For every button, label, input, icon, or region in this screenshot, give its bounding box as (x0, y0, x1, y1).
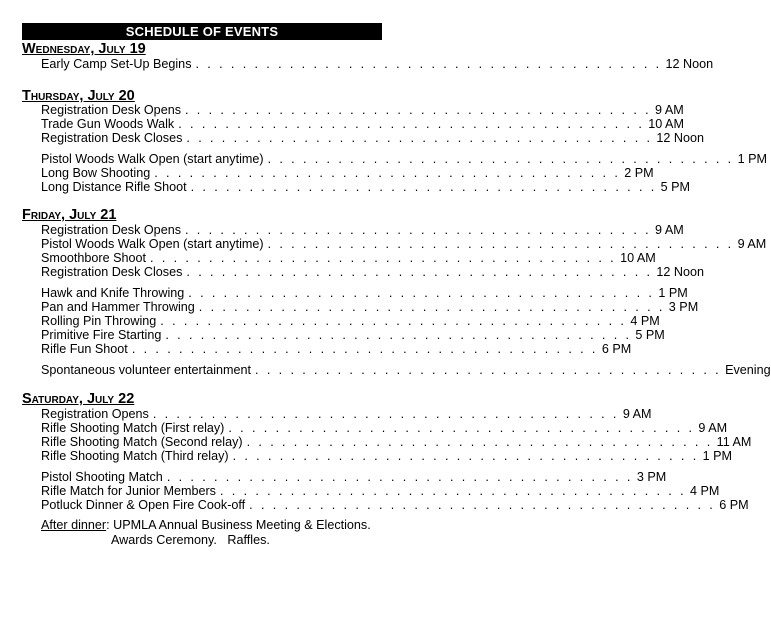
event-time: 12 Noon (665, 57, 714, 71)
leader-dots: . . . . . . . . . . . . . . . . . . . . . . . . . . . . . . . . . . . . . . . . (165, 328, 632, 342)
event-name: Registration Desk Opens (41, 103, 181, 117)
event-row (41, 237, 767, 251)
after-dinner-text: : UPMLA Annual Business Meeting & Elections. (106, 518, 371, 532)
event-time: 5 PM (660, 180, 691, 194)
event-row (41, 152, 767, 166)
event-time: 1 PM (737, 152, 767, 166)
event-time: 9 AM (737, 237, 767, 251)
event-time: 12 Noon (656, 131, 705, 145)
event-name: Pan and Hammer Throwing (41, 300, 195, 314)
leader-dots: . . . . . . . . . . . . . . . . . . . . . . . . . . . . . . . . . . . . . . . . (195, 57, 662, 71)
event-row (41, 435, 752, 449)
event-row (41, 314, 660, 328)
event-row (41, 407, 652, 421)
event-row (41, 300, 699, 314)
event-time: 9 AM (655, 223, 684, 237)
leader-dots: . . . . . . . . . . . . . . . . . . . . . . . . . . . . . . . . . . . . . . . . (150, 251, 617, 265)
leader-dots: . . . . . . . . . . . . . . . . . . . . . . . . . . . . . . . . . . . . . . . . (267, 152, 734, 166)
day-heading-friday: Friday, July 21 (22, 207, 117, 223)
event-row (41, 265, 705, 279)
day-heading-saturday: Saturday, July 22 (22, 391, 135, 407)
event-row (41, 117, 684, 131)
event-name: Potluck Dinner & Open Fire Cook-off (41, 498, 246, 512)
event-name: Rifle Match for Junior Members (41, 484, 216, 498)
day-heading-thursday: Thursday, July 20 (22, 88, 135, 104)
event-row (41, 449, 733, 463)
leader-dots: . . . . . . . . . . . . . . . . . . . . . . . . . . . . . . . . . . . . . . . . (186, 265, 653, 279)
event-row (41, 484, 720, 498)
event-time: 1 PM (702, 449, 733, 463)
event-time: Evening (725, 363, 771, 377)
schedule-title: SCHEDULE OF EVENTS (22, 23, 382, 40)
event-name: Rifle Shooting Match (First relay) (41, 421, 225, 435)
event-name: Rolling Pin Throwing (41, 314, 157, 328)
leader-dots: . . . . . . . . . . . . . . . . . . . . . . . . . . . . . . . . . . . . . . . . (267, 237, 734, 251)
leader-dots: . . . . . . . . . . . . . . . . . . . . . . . . . . . . . . . . . . . . . . . . (131, 342, 598, 356)
leader-dots: . . . . . . . . . . . . . . . . . . . . . . . . . . . . . . . . . . . . . . . . (178, 117, 645, 131)
after-dinner-label: After dinner (41, 518, 107, 532)
event-name: Rifle Shooting Match (Third relay) (41, 449, 229, 463)
leader-dots: . . . . . . . . . . . . . . . . . . . . . . . . . . . . . . . . . . . . . . . . (232, 449, 699, 463)
leader-dots: . . . . . . . . . . . . . . . . . . . . . . . . . . . . . . . . . . . . . . . . (186, 131, 653, 145)
leader-dots: . . . . . . . . . . . . . . . . . . . . . . . . . . . . . . . . . . . . . . . . (190, 180, 657, 194)
event-time: 1 PM (658, 286, 688, 300)
event-time: 4 PM (630, 314, 660, 328)
event-time: 12 Noon (656, 265, 705, 279)
event-name: Pistol Woods Walk Open (start anytime) (41, 152, 264, 166)
leader-dots: . . . . . . . . . . . . . . . . . . . . . . . . . . . . . . . . . . . . . . . . (188, 286, 655, 300)
event-name: Spontaneous volunteer entertainment (41, 363, 252, 377)
event-name: Registration Desk Closes (41, 131, 183, 145)
event-row (41, 328, 665, 342)
event-row (41, 363, 771, 377)
leader-dots: . . . . . . . . . . . . . . . . . . . . . . . . . . . . . . . . . . . . . . . . (185, 223, 652, 237)
leader-dots: . . . . . . . . . . . . . . . . . . . . . . . . . . . . . . . . . . . . . . . . (228, 421, 695, 435)
event-row (41, 57, 714, 71)
event-name: Rifle Fun Shoot (41, 342, 128, 356)
event-row (41, 342, 632, 356)
event-name: Registration Opens (41, 407, 149, 421)
leader-dots: . . . . . . . . . . . . . . . . . . . . . . . . . . . . . . . . . . . . . . . . (152, 407, 619, 421)
event-time: 4 PM (690, 484, 720, 498)
leader-dots: . . . . . . . . . . . . . . . . . . . . . . . . . . . . . . . . . . . . . . . . (160, 314, 627, 328)
event-name: Smoothbore Shoot (41, 251, 147, 265)
event-name: Registration Desk Opens (41, 223, 181, 237)
event-row (41, 103, 684, 117)
event-name: Trade Gun Woods Walk (41, 117, 175, 131)
event-name: Registration Desk Closes (41, 265, 183, 279)
event-name: Hawk and Knife Throwing (41, 286, 185, 300)
event-name: Pistol Shooting Match (41, 470, 163, 484)
event-name: Long Distance Rifle Shoot (41, 180, 187, 194)
leader-dots: . . . . . . . . . . . . . . . . . . . . . . . . . . . . . . . . . . . . . . . . (255, 363, 722, 377)
leader-dots: . . . . . . . . . . . . . . . . . . . . . . . . . . . . . . . . . . . . . . . . (198, 300, 665, 314)
after-dinner-line2: Awards Ceremony. Raffles. (111, 533, 270, 547)
event-name: Early Camp Set-Up Begins (41, 57, 192, 71)
event-time: 9 AM (655, 103, 684, 117)
event-time: 10 AM (620, 251, 656, 265)
leader-dots: . . . . . . . . . . . . . . . . . . . . . . . . . . . . . . . . . . . . . . . . (154, 166, 621, 180)
leader-dots: . . . . . . . . . . . . . . . . . . . . . . . . . . . . . . . . . . . . . . . . (246, 435, 713, 449)
event-row (41, 498, 749, 512)
event-row (41, 180, 691, 194)
event-time: 9 AM (622, 407, 652, 421)
event-time: 6 PM (719, 498, 749, 512)
event-time: 5 PM (635, 328, 665, 342)
leader-dots: . . . . . . . . . . . . . . . . . . . . . . . . . . . . . . . . . . . . . . . . (219, 484, 686, 498)
event-time: 11 AM (716, 435, 752, 449)
event-row (41, 286, 688, 300)
event-time: 6 PM (601, 342, 632, 356)
event-time: 3 PM (636, 470, 667, 484)
event-row (41, 251, 656, 265)
event-name: Primitive Fire Starting (41, 328, 162, 342)
event-row (41, 470, 667, 484)
leader-dots: . . . . . . . . . . . . . . . . . . . . . . . . . . . . . . . . . . . . . . . . (185, 103, 652, 117)
day-heading-wednesday: Wednesday, July 19 (22, 41, 146, 57)
leader-dots: . . . . . . . . . . . . . . . . . . . . . . . . . . . . . . . . . . . . . . . . (249, 498, 716, 512)
after-dinner-note (41, 518, 371, 532)
event-name: Long Bow Shooting (41, 166, 151, 180)
event-name: Pistol Woods Walk Open (start anytime) (41, 237, 264, 251)
event-time: 2 PM (624, 166, 654, 180)
event-row (41, 421, 728, 435)
event-row (41, 131, 705, 145)
event-name: Rifle Shooting Match (Second relay) (41, 435, 243, 449)
event-time: 3 PM (668, 300, 699, 314)
event-row (41, 223, 684, 237)
event-time: 9 AM (698, 421, 728, 435)
event-row (41, 166, 654, 180)
leader-dots: . . . . . . . . . . . . . . . . . . . . . . . . . . . . . . . . . . . . . . . . (166, 470, 633, 484)
event-time: 10 AM (648, 117, 684, 131)
